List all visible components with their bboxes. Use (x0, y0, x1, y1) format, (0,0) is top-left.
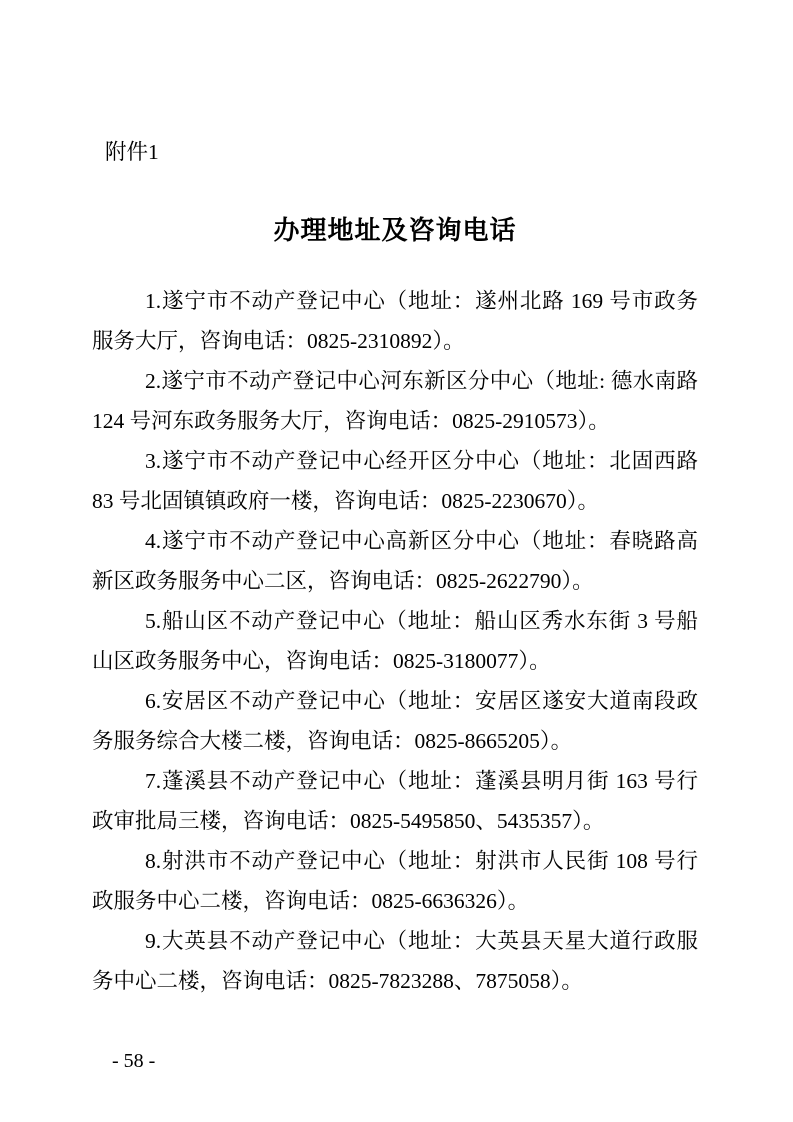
address-paragraph: 6.安居区不动产登记中心（地址：安居区遂安大道南段政务服务综合大楼二楼，咨询电话：0825-8665205）。 (92, 688, 698, 753)
address-paragraph: 2.遂宁市不动产登记中心河东新区分中心（地址: 德水南路 124 号河东政务服务大厅，咨询电话：0825-2910573）。 (92, 368, 698, 433)
address-paragraph: 5.船山区不动产登记中心（地址：船山区秀水东街 3 号船山区政务服务中心，咨询电话：0825-3180077）。 (92, 608, 698, 673)
address-paragraph: 3.遂宁市不动产登记中心经开区分中心（地址：北固西路 83 号北固镇镇政府一楼，咨询电话：0825-2230670）。 (92, 448, 698, 513)
address-paragraph: 8.射洪市不动产登记中心（地址：射洪市人民街 108 号行政服务中心二楼，咨询电话：0825-6636326）。 (92, 848, 698, 913)
attachment-label: 附件1 (105, 140, 159, 164)
page-title: 办理地址及咨询电话 (273, 215, 517, 245)
address-paragraph: 1.遂宁市不动产登记中心（地址：遂州北路 169 号市政务服务大厅，咨询电话：0825-2310892）。 (92, 288, 698, 353)
document-content (92, 142, 698, 1071)
address-paragraph: 9.大英县不动产登记中心（地址：大英县天星大道行政服务中心二楼，咨询电话：0825-7823288、7875058）。 (92, 928, 698, 993)
address-paragraph: 7.蓬溪县不动产登记中心（地址：蓬溪县明月街 163 号行政审批局三楼，咨询电话：0825-5495850、5435357）。 (92, 768, 698, 833)
address-paragraph: 4.遂宁市不动产登记中心高新区分中心（地址：春晓路高新区政务服务中心二区，咨询电话：0825-2622790）。 (92, 528, 698, 593)
address-list (92, 281, 698, 1001)
page-number: - 58 - (112, 1049, 156, 1072)
